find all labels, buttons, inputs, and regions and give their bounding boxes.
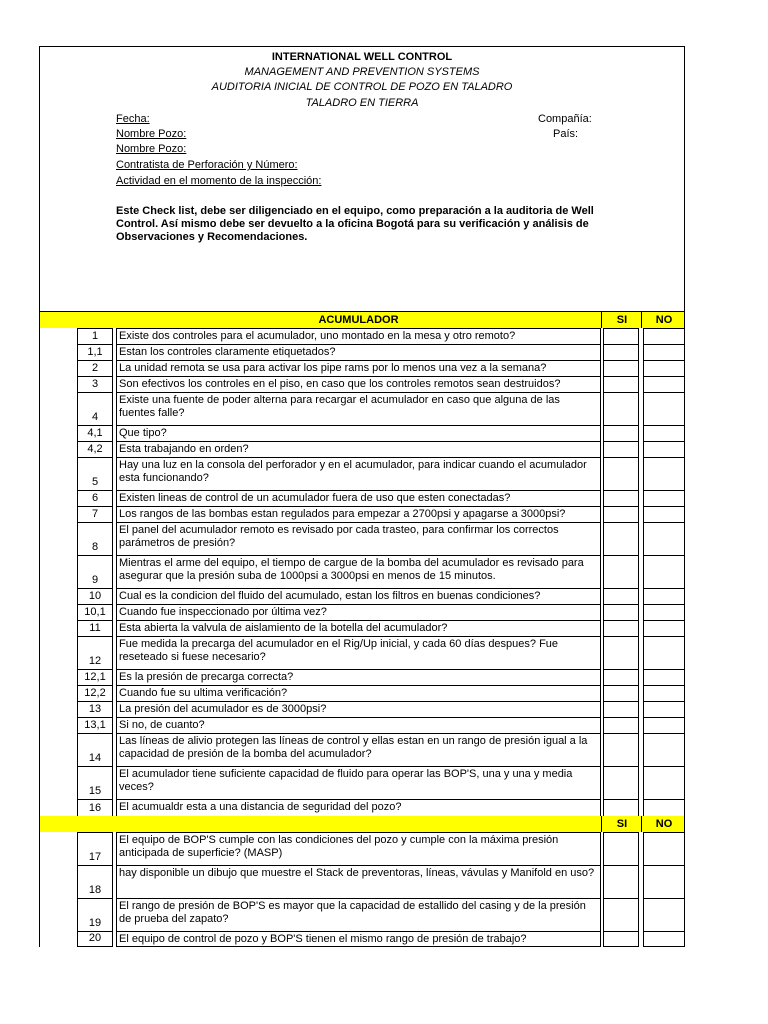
no-column-header: NO bbox=[641, 312, 686, 328]
no-checkbox-cell[interactable] bbox=[643, 865, 685, 898]
si-checkbox-cell[interactable] bbox=[603, 328, 639, 344]
si-checkbox-cell[interactable] bbox=[603, 865, 639, 898]
si-checkbox-cell[interactable] bbox=[603, 733, 639, 766]
question-text: Es la presión de precarga correcta? bbox=[116, 669, 601, 685]
question-text: Cuando fue inspeccionado por última vez? bbox=[116, 604, 601, 620]
section-title bbox=[116, 816, 601, 832]
checklist-row bbox=[40, 328, 685, 344]
si-checkbox-cell[interactable] bbox=[603, 457, 639, 490]
checklist-row bbox=[40, 766, 685, 799]
checklist-row bbox=[40, 588, 685, 604]
question-text: La presión del acumulador es de 3000psi? bbox=[116, 701, 601, 717]
checklist-row bbox=[40, 620, 685, 636]
si-checkbox-cell[interactable] bbox=[603, 376, 639, 392]
section-header bbox=[39, 816, 685, 832]
no-checkbox-cell[interactable] bbox=[643, 685, 685, 701]
question-text: Fue medida la precarga del acumulador en el Rig/Up inicial, y cada 60 días despues? Fue reseteado si fuese necesario? bbox=[116, 636, 601, 669]
si-checkbox-cell[interactable] bbox=[603, 506, 639, 522]
checklist-row bbox=[40, 425, 685, 441]
item-number: 14 bbox=[77, 733, 113, 766]
field-actividad: Actividad en el momento de la inspección: bbox=[116, 175, 322, 187]
no-checkbox-cell[interactable] bbox=[643, 457, 685, 490]
item-number: 20 bbox=[77, 931, 113, 947]
item-number: 9 bbox=[77, 555, 113, 588]
question-text: Existe una fuente de poder alterna para recargar el acumulador en caso que alguna de las fuentes falle? bbox=[116, 392, 601, 425]
question-text: hay disponible un dibujo que muestre el Stack de preventoras, líneas, vávulas y Manifold en uso? bbox=[116, 865, 601, 898]
question-text: Cual es la condicion del fluido del acumulado, estan los filtros en buenas condiciones? bbox=[116, 588, 601, 604]
question-text: Cuando fue su ultima verificación? bbox=[116, 685, 601, 701]
item-number: 3 bbox=[77, 376, 113, 392]
item-number: 4 bbox=[77, 392, 113, 425]
question-text: El acumulador tiene suficiente capacidad de fluido para operar las BOP'S, una y una y media veces? bbox=[116, 766, 601, 799]
si-checkbox-cell[interactable] bbox=[603, 620, 639, 636]
section-rows bbox=[39, 328, 685, 816]
question-text: Estan los controles claramente etiquetados? bbox=[116, 344, 601, 360]
checklist-row bbox=[40, 685, 685, 701]
item-number: 12,1 bbox=[77, 669, 113, 685]
field-nombre-pozo: Nombre Pozo: bbox=[116, 128, 187, 140]
item-number: 4,1 bbox=[77, 425, 113, 441]
question-text: Existe dos controles para el acumulador, uno montado en la mesa y otro remoto? bbox=[116, 328, 601, 344]
si-checkbox-cell[interactable] bbox=[603, 685, 639, 701]
si-column-header: SI bbox=[601, 816, 642, 832]
no-checkbox-cell[interactable] bbox=[643, 328, 685, 344]
question-text: Los rangos de las bombas estan regulados para empezar a 2700psi y apagarse a 3000psi? bbox=[116, 506, 601, 522]
no-checkbox-cell[interactable] bbox=[643, 376, 685, 392]
no-checkbox-cell[interactable] bbox=[643, 636, 685, 669]
item-number: 1,1 bbox=[77, 344, 113, 360]
doc-subtitle-1: MANAGEMENT AND PREVENTION SYSTEMS bbox=[244, 66, 480, 78]
si-checkbox-cell[interactable] bbox=[603, 701, 639, 717]
question-text: El equipo de control de pozo y BOP'S tienen el mismo rango de presión de trabajo? bbox=[116, 931, 601, 947]
item-number: 12 bbox=[77, 636, 113, 669]
item-number: 11 bbox=[77, 620, 113, 636]
question-text: Las líneas de alivio protegen las líneas de control y ellas estan en un rango de presión igual a la capacidad de presión de la bomba del acumulador? bbox=[116, 733, 601, 766]
checklist-row bbox=[40, 490, 685, 506]
si-checkbox-cell[interactable] bbox=[603, 799, 639, 816]
checklist-row bbox=[40, 522, 685, 555]
question-text: La unidad remota se usa para activar los pipe rams por lo menos una vez a la semana? bbox=[116, 360, 601, 376]
checklist-sheet bbox=[39, 46, 685, 947]
item-number: 12,2 bbox=[77, 685, 113, 701]
no-checkbox-cell[interactable] bbox=[643, 898, 685, 931]
item-number: 17 bbox=[77, 832, 113, 865]
doc-subtitle-2: AUDITORIA INICIAL DE CONTROL DE POZO EN TALADRO bbox=[211, 81, 513, 93]
item-number: 2 bbox=[77, 360, 113, 376]
field-compania: Compañía: bbox=[538, 113, 592, 125]
si-checkbox-cell[interactable] bbox=[603, 522, 639, 555]
si-checkbox-cell[interactable] bbox=[603, 588, 639, 604]
si-checkbox-cell[interactable] bbox=[603, 636, 639, 669]
si-checkbox-cell[interactable] bbox=[603, 669, 639, 685]
question-text: Que tipo? bbox=[116, 425, 601, 441]
checklist-row bbox=[40, 392, 685, 425]
no-column-header: NO bbox=[641, 816, 686, 832]
checklist-row bbox=[40, 898, 685, 931]
checklist-row bbox=[40, 701, 685, 717]
no-checkbox-cell[interactable] bbox=[643, 392, 685, 425]
no-checkbox-cell[interactable] bbox=[643, 701, 685, 717]
no-checkbox-cell[interactable] bbox=[643, 832, 685, 865]
no-checkbox-cell[interactable] bbox=[643, 441, 685, 457]
question-text: Son efectivos los controles en el piso, en caso que los controles remotos sean destruidos? bbox=[116, 376, 601, 392]
no-checkbox-cell[interactable] bbox=[643, 506, 685, 522]
checklist-row bbox=[40, 669, 685, 685]
no-checkbox-cell[interactable] bbox=[643, 604, 685, 620]
no-checkbox-cell[interactable] bbox=[643, 669, 685, 685]
item-number: 5 bbox=[77, 457, 113, 490]
item-number: 19 bbox=[77, 898, 113, 931]
item-number: 10,1 bbox=[77, 604, 113, 620]
si-checkbox-cell[interactable] bbox=[603, 344, 639, 360]
no-checkbox-cell[interactable] bbox=[643, 555, 685, 588]
section-header bbox=[39, 312, 685, 328]
no-checkbox-cell[interactable] bbox=[643, 490, 685, 506]
checklist-row bbox=[40, 555, 685, 588]
checklist-row bbox=[40, 604, 685, 620]
document-header bbox=[39, 46, 685, 312]
item-number: 16 bbox=[77, 799, 113, 816]
section-title: ACUMULADOR bbox=[318, 314, 399, 326]
item-number: 4,2 bbox=[77, 441, 113, 457]
no-checkbox-cell[interactable] bbox=[643, 620, 685, 636]
si-checkbox-cell[interactable] bbox=[603, 931, 639, 947]
checklist-row bbox=[40, 441, 685, 457]
checklist-row bbox=[40, 865, 685, 898]
item-number: 13 bbox=[77, 701, 113, 717]
item-number: 7 bbox=[77, 506, 113, 522]
si-checkbox-cell[interactable] bbox=[603, 425, 639, 441]
item-number: 18 bbox=[77, 865, 113, 898]
checklist-row bbox=[40, 506, 685, 522]
doc-subtitle-3: TALADRO EN TIERRA bbox=[305, 97, 419, 109]
checklist-row bbox=[40, 344, 685, 360]
si-checkbox-cell[interactable] bbox=[603, 717, 639, 733]
item-number: 8 bbox=[77, 522, 113, 555]
checklist-sections bbox=[39, 312, 685, 947]
question-text: El acumualdr esta a una distancia de seguridad del pozo? bbox=[116, 799, 601, 816]
section-rows bbox=[39, 832, 685, 947]
si-checkbox-cell[interactable] bbox=[603, 832, 639, 865]
si-checkbox-cell[interactable] bbox=[603, 441, 639, 457]
si-checkbox-cell[interactable] bbox=[603, 555, 639, 588]
no-checkbox-cell[interactable] bbox=[643, 733, 685, 766]
question-text: Esta trabajando en orden? bbox=[116, 441, 601, 457]
field-fecha: Fecha: bbox=[116, 113, 150, 125]
checklist-row bbox=[40, 360, 685, 376]
field-contratista: Contratista de Perforación y Número: bbox=[116, 159, 298, 171]
doc-title: INTERNATIONAL WELL CONTROL bbox=[271, 51, 453, 63]
checklist-row bbox=[40, 376, 685, 392]
si-checkbox-cell[interactable] bbox=[603, 898, 639, 931]
si-column-header: SI bbox=[601, 312, 642, 328]
checklist-row bbox=[40, 799, 685, 816]
question-text: El rango de presión de BOP'S es mayor que la capacidad de estallido del casing y de la presión de prueba del zapato? bbox=[116, 898, 601, 931]
field-nombre-pozo-2: Nombre Pozo: bbox=[116, 143, 187, 155]
no-checkbox-cell[interactable] bbox=[643, 425, 685, 441]
item-number: 1 bbox=[77, 328, 113, 344]
item-number: 15 bbox=[77, 766, 113, 799]
question-text: Esta abierta la valvula de aislamiento de la botella del acumulador? bbox=[116, 620, 601, 636]
checklist-row bbox=[40, 457, 685, 490]
si-checkbox-cell[interactable] bbox=[603, 766, 639, 799]
si-checkbox-cell[interactable] bbox=[603, 604, 639, 620]
si-checkbox-cell[interactable] bbox=[603, 392, 639, 425]
checklist-row bbox=[40, 733, 685, 766]
checklist-row bbox=[40, 636, 685, 669]
no-checkbox-cell[interactable] bbox=[643, 522, 685, 555]
no-checkbox-cell[interactable] bbox=[643, 360, 685, 376]
no-checkbox-cell[interactable] bbox=[643, 344, 685, 360]
item-number: 10 bbox=[77, 588, 113, 604]
item-number: 13,1 bbox=[77, 717, 113, 733]
question-text: El equipo de BOP'S cumple con las condiciones del pozo y cumple con la máxima presión anticipada de superficie? (MASP) bbox=[116, 832, 601, 865]
no-checkbox-cell[interactable] bbox=[643, 588, 685, 604]
si-checkbox-cell[interactable] bbox=[603, 490, 639, 506]
question-text: Si no, de cuanto? bbox=[116, 717, 601, 733]
item-number: 6 bbox=[77, 490, 113, 506]
field-pais: País: bbox=[553, 128, 579, 140]
no-checkbox-cell[interactable] bbox=[643, 931, 685, 947]
question-text: Mientras el arme del equipo, el tiempo de cargue de la bomba del acumulador es revisado para asegurar que la presión suba de 1000psi a 3000psi en menos de 15 minutos. bbox=[116, 555, 601, 588]
no-checkbox-cell[interactable] bbox=[643, 799, 685, 816]
si-checkbox-cell[interactable] bbox=[603, 360, 639, 376]
checklist-row bbox=[40, 931, 685, 947]
checklist-row bbox=[40, 832, 685, 865]
question-text: Existen lineas de control de un acumulador fuera de uso que esten conectadas? bbox=[116, 490, 601, 506]
no-checkbox-cell[interactable] bbox=[643, 766, 685, 799]
checklist-row bbox=[40, 717, 685, 733]
instructions-note: Este Check list, debe ser diligenciado en el equipo, como preparación a la auditoria de Well Control. Así mismo debe ser devuelto a la oficina Bogotá para su verificación y análisis de Observaciones y Recomendaciones. bbox=[116, 205, 594, 243]
question-text: El panel del acumulador remoto es revisado por cada trasteo, para confirmar los correctos parámetros de presión? bbox=[116, 522, 601, 555]
no-checkbox-cell[interactable] bbox=[643, 717, 685, 733]
question-text: Hay una luz en la consola del perforador y en el acumulador, para indicar cuando el acumulador esta funcionando? bbox=[116, 457, 601, 490]
